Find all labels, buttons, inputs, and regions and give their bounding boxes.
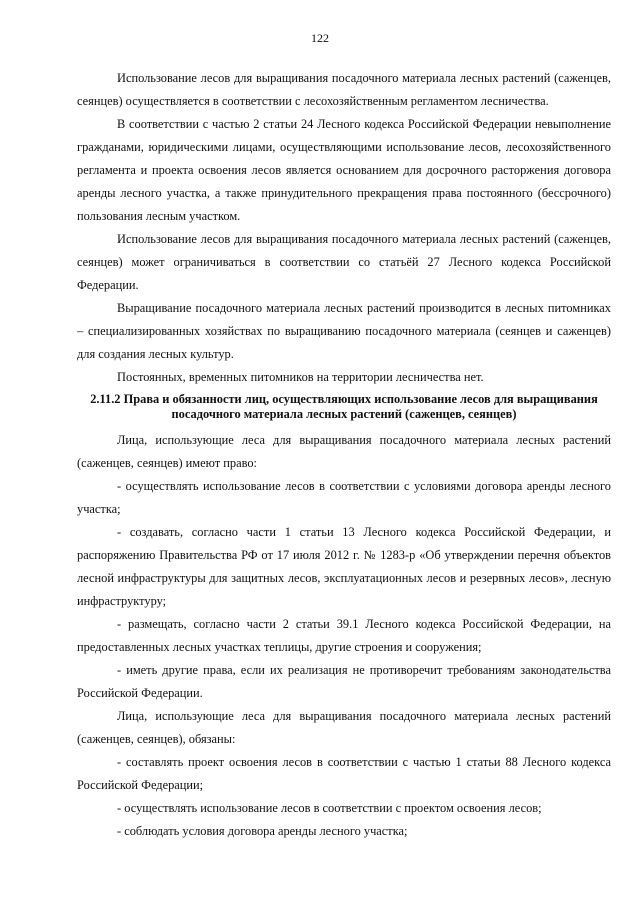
- list-item: - составлять проект освоения лесов в соответствии с частью 1 статьи 88 Лесного кодекса Российской Федерации;: [77, 755, 611, 792]
- paragraph: Выращивание посадочного материала лесных растений производится в лесных питомниках – специализированных хозяйствах по выращиванию посадочного материала (сеянцев и саженцев) для создания лесных культур.: [77, 301, 611, 361]
- list-item: - осуществлять использование лесов в соответствии с условиями договора аренды лесного участка;: [77, 479, 611, 516]
- paragraph: Лица, использующие леса для выращивания посадочного материала лесных растений (саженцев, сеянцев) имеют право:: [77, 433, 611, 470]
- list-item: - осуществлять использование лесов в соответствии с проектом освоения лесов;: [117, 801, 542, 815]
- section-heading: 2.11.2 Права и обязанности лиц, осуществляющих использование лесов для выращивания посадочного материала лесных растений (саженцев, сеянцев): [90, 392, 598, 421]
- page-number: 122: [311, 31, 329, 45]
- document-body: [77, 67, 611, 843]
- paragraph: Использование лесов для выращивания посадочного материала лесных растений (саженцев, сеянцев) осуществляется в соответствии с лесохозяйственным регламентом лесничества.: [77, 71, 611, 108]
- paragraph: Постоянных, временных питомников на территории лесничества нет.: [117, 370, 484, 384]
- list-item: - создавать, согласно части 1 статьи 13 Лесного кодекса Российской Федерации, и распоряжению Правительства РФ от 17 июля 2012 г. № 1283-р «Об утверждении перечня объектов лесной инфраструктуры для защитных лесов, эксплуатационных лесов и резервных лесов», лесную инфраструктуру;: [77, 525, 611, 608]
- paragraph: В соответствии с частью 2 статьи 24 Лесного кодекса Российской Федерации невыполнение гражданами, юридическими лицами, осуществляющими использование лесов, лесохозяйственного регламента и проекта освоения лесов является основанием для досрочного расторжения договора аренды лесного участка, а также принудительного прекращения права постоянного (бессрочного) пользования лесным участком.: [77, 117, 611, 223]
- paragraph: Использование лесов для выращивания посадочного материала лесных растений (саженцев, сеянцев) может ограничиваться в соответствии со статьёй 27 Лесного кодекса Российской Федерации.: [77, 232, 611, 292]
- paragraph: Лица, использующие леса для выращивания посадочного материала лесных растений (саженцев, сеянцев), обязаны:: [77, 709, 611, 746]
- list-item: - иметь другие права, если их реализация не противоречит требованиям законодательства Российской Федерации.: [77, 663, 611, 700]
- list-item: - размещать, согласно части 2 статьи 39.1 Лесного кодекса Российской Федерации, на предоставленных лесных участках теплицы, другие строения и сооружения;: [77, 617, 611, 654]
- list-item: - соблюдать условия договора аренды лесного участка;: [117, 824, 408, 838]
